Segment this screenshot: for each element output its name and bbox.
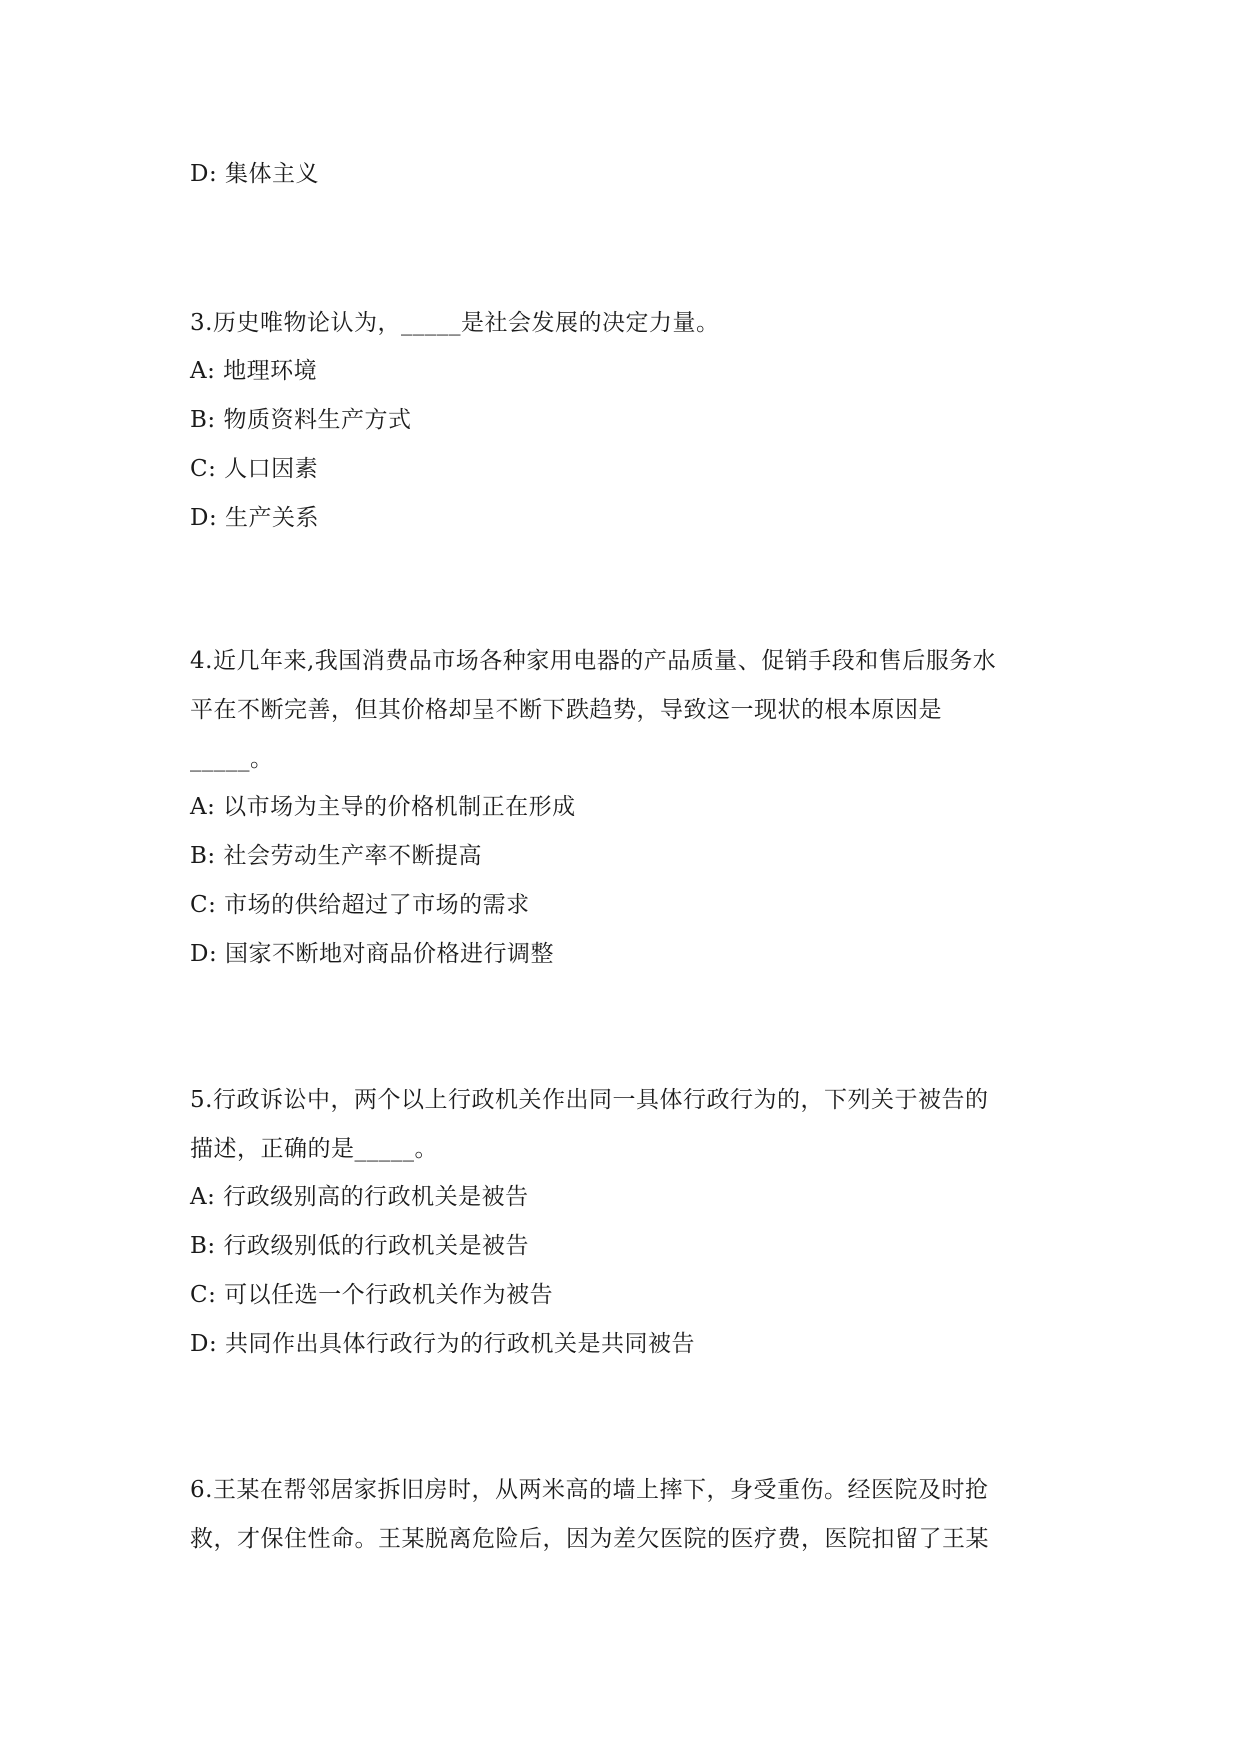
q3-option-a: A: 地理环境 [190,358,318,384]
q4-option-d: D: 国家不断地对商品价格进行调整 [190,941,555,967]
q5-option-a: A: 行政级别高的行政机关是被告 [190,1184,529,1210]
q3-option-d: D: 生产关系 [190,505,320,531]
q5-option-b: B: 行政级别低的行政机关是被告 [190,1233,529,1259]
q4-option-c: C: 市场的供给超过了市场的需求 [190,892,530,918]
q3-stem: 3.历史唯物论认为，_____是社会发展的决定力量。 [190,310,720,336]
q5-stem-line-1: 5.行政诉讼中，两个以上行政机关作出同一具体行政行为的，下列关于被告的 [190,1087,989,1113]
q4-option-b: B: 社会劳动生产率不断提高 [190,843,482,869]
q2-option-d: D: 集体主义 [190,161,320,187]
q5-stem-line-2: 描述，正确的是_____。 [190,1136,438,1162]
q5-option-c: C: 可以任选一个行政机关作为被告 [190,1282,554,1308]
q4-option-a: A: 以市场为主导的价格机制正在形成 [190,794,576,820]
q4-stem-line-2: 平在不断完善，但其价格却呈不断下跌趋势，导致这一现状的根本原因是 [190,697,942,723]
q3-option-b: B: 物质资料生产方式 [190,407,412,433]
q4-stem-line-3: _____。 [190,746,274,772]
q4-stem-line-1: 4.近几年来,我国消费品市场各种家用电器的产品质量、促销手段和售后服务水 [190,648,997,674]
q6-stem-line-2: 救，才保住性命。王某脱离危险后，因为差欠医院的医疗费，医院扣留了王某 [190,1526,989,1552]
q3-option-c: C: 人口因素 [190,456,319,482]
q5-option-d: D: 共同作出具体行政行为的行政机关是共同被告 [190,1331,696,1357]
q6-stem-line-1: 6.王某在帮邻居家拆旧房时，从两米高的墙上摔下，身受重伤。经医院及时抢 [190,1477,989,1503]
